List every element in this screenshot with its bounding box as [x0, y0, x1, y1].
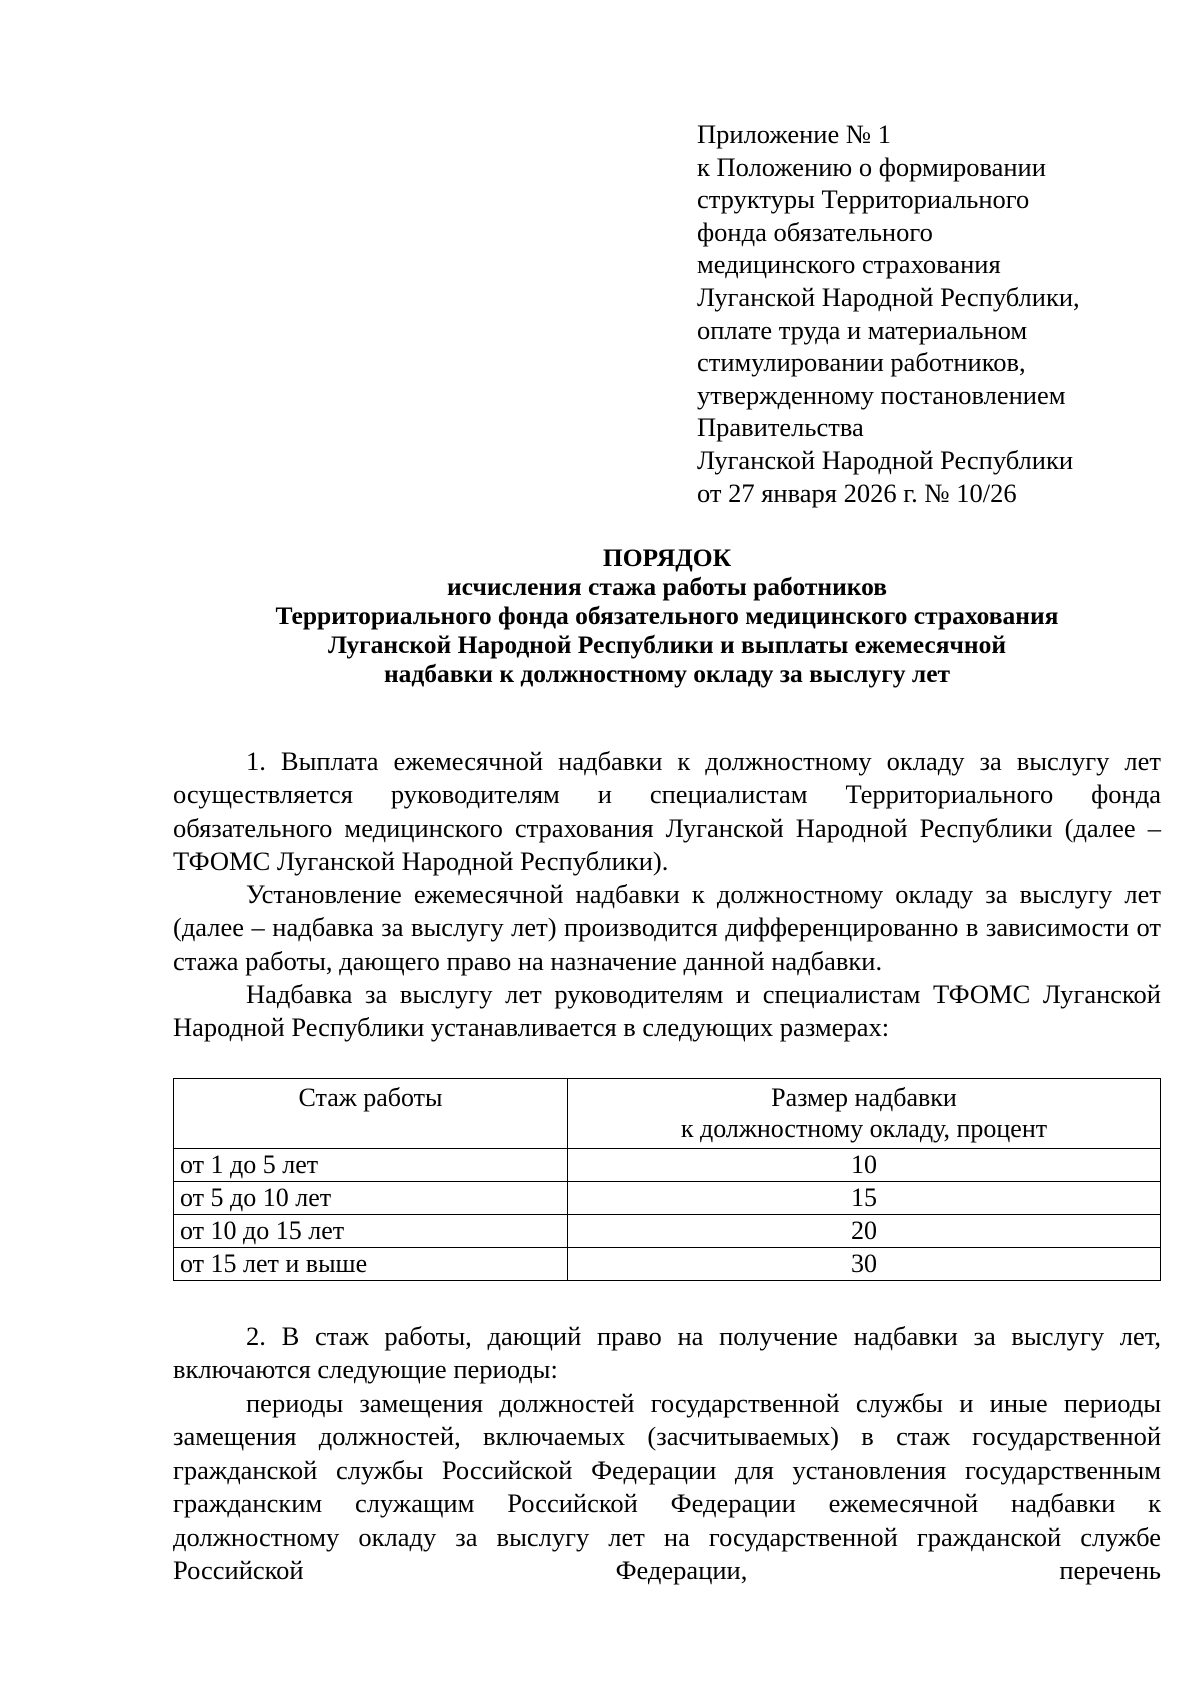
appendix-line: утвержденному постановлением	[697, 379, 1066, 410]
appendix-line: Луганской Народной Республики	[697, 444, 1074, 475]
table-cell-percent: 10	[568, 1149, 1161, 1182]
document-title	[173, 543, 1161, 688]
paragraph-2: Установление ежемесячной надбавки к должностному окладу за выслугу лет (далее – надбавка за выслугу лет) производится дифференцированно в зависимости от стажа работы, дающего право на назначение данной надбавки.	[173, 879, 1161, 976]
paragraph-1: 1. Выплата ежемесячной надбавки к должностному окладу за выслугу лет осуществляется руководителям и специалистам Территориального фонда обязательного медицинского страхования Луганской Народной Республики (далее – ТФОМС Луганской Народной Республики).	[173, 746, 1161, 877]
table-header-percent-line1: Размер надбавки	[771, 1083, 957, 1112]
table-cell-period: от 5 до 10 лет	[174, 1182, 568, 1215]
table-header-row	[174, 1079, 1161, 1149]
table-row	[174, 1215, 1161, 1248]
appendix-line: от 27 января 2026 г. № 10/26	[697, 477, 1017, 508]
paragraph-3: Надбавка за выслугу лет руководителям и специалистам ТФОМС Луганской Народной Республики устанавливается в следующих размерах:	[173, 979, 1161, 1043]
table-row	[174, 1149, 1161, 1182]
title-subtitle-line: исчисления стажа работы работников	[446, 572, 888, 601]
appendix-line: оплате труда и материальном	[697, 314, 1028, 345]
appendix-line: структуры Территориального	[697, 184, 1030, 215]
table-cell-percent: 30	[568, 1248, 1161, 1281]
appendix-line: стимулировании работников,	[697, 347, 1026, 378]
appendix-line: к Положению о формировании	[697, 151, 1046, 182]
table-cell-period: от 1 до 5 лет	[174, 1149, 568, 1182]
title-subtitle-line: надбавки к должностному окладу за выслугу лет	[383, 659, 951, 688]
appendix-line: Приложение № 1	[697, 119, 892, 149]
title-subtitle-line: Территориального фонда обязательного медицинского страхования	[275, 601, 1059, 630]
allowance-table	[173, 1078, 1161, 1281]
paragraph-4: 2. В стаж работы, дающий право на получение надбавки за выслугу лет, включаются следующие периоды:	[173, 1321, 1161, 1385]
appendix-line: Правительства	[697, 412, 864, 443]
table-cell-percent: 20	[568, 1215, 1161, 1248]
table-header-percent-line2: к должностному окладу, процент	[680, 1114, 1048, 1143]
table-cell-period: от 10 до 15 лет	[174, 1215, 568, 1248]
appendix-line: медицинского страхования	[697, 249, 1001, 280]
paragraph-5: периоды замещения должностей государственной службы и иные периоды замещения должностей, включаемых (засчитываемых) в стаж государственной гражданской службы Российской Федерации для установления государственным гражданским служащим Российской Федерации ежемесячной надбавки к должностному окладу за выслугу лет на государственной гражданской службе Российской Федерации, перечень	[173, 1388, 1161, 1586]
table-cell-percent: 15	[568, 1182, 1161, 1215]
title-subtitle-line: Луганской Народной Республики и выплаты ежемесячной	[327, 630, 1007, 659]
table-header-percent	[568, 1079, 1161, 1149]
appendix-line: фонда обязательного	[697, 216, 933, 247]
appendix-line: Луганской Народной Республики,	[697, 281, 1080, 312]
table-row	[174, 1248, 1161, 1281]
table-cell-period: от 15 лет и выше	[174, 1248, 568, 1281]
appendix-header	[697, 118, 1157, 509]
title-heading: ПОРЯДОК	[602, 543, 732, 572]
table-row	[174, 1182, 1161, 1215]
table-header-period: Стаж работы	[174, 1079, 568, 1149]
